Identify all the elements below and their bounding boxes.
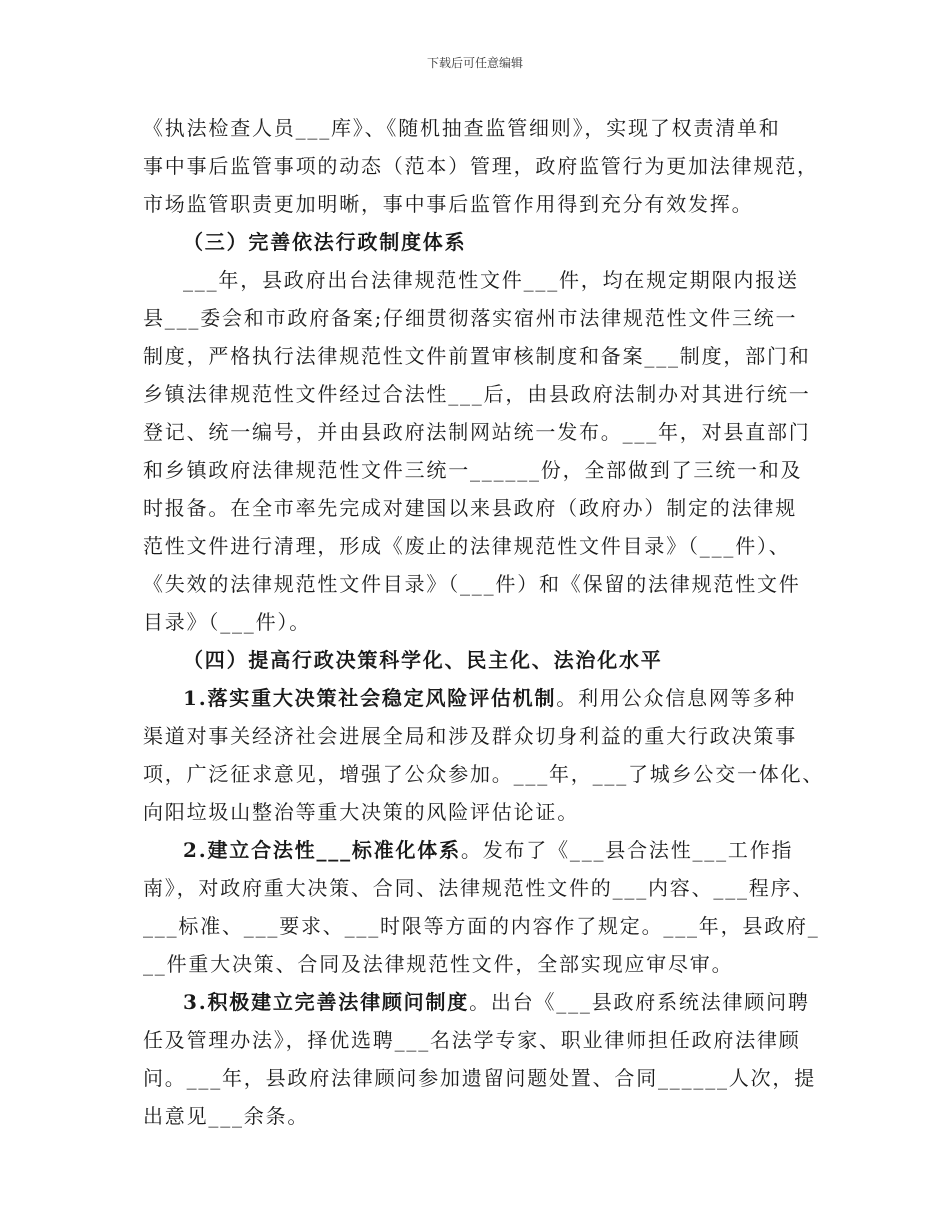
body-line: 南》，对政府重大决策、合同、法律规范性文件的___内容、___程序、 xyxy=(143,876,815,900)
item-text: 。出台《___县政府系统法律顾问聘 xyxy=(469,990,810,1014)
numbered-item xyxy=(143,983,828,1021)
item-title: 1.落实重大决策社会稳定风险评估机制 xyxy=(183,686,557,710)
numbered-item xyxy=(143,679,828,717)
page-header-note: 下载后可任意编辑 xyxy=(426,56,523,70)
body-line: ___标准、___要求、___时限等方面的内容作了规定。___年，县政府_ xyxy=(143,914,820,938)
body-line: 和乡镇政府法律规范性文件三统一______份，全部做到了三统一和及 xyxy=(143,458,803,482)
body-line: 事中事后监管事项的动态（范本）管理，政府监管行为更加法律规范， xyxy=(143,154,819,178)
body-line: 范性文件进行清理，形成《废止的法律规范性文件目录》（___件）、 xyxy=(143,534,791,558)
body-line: 《执法检查人员___库》、《随机抽查监管细则》，实现了权责清单和 xyxy=(143,116,781,140)
body-line: ___年，县政府出台法律规范性文件___件，均在规定期限内报送 xyxy=(183,268,799,292)
item-title: 2.建立合法性___标准化体系 xyxy=(183,838,461,862)
body-line: 问。___年，县政府法律顾问参加遗留问题处置、合同______人次，提 xyxy=(143,1066,816,1090)
document-body xyxy=(143,109,828,1135)
body-line: 乡镇法律规范性文件经过合法性___后，由县政府法制办对其进行统一 xyxy=(143,382,811,406)
body-line: 渠道对事关经济社会进展全局和涉及群众切身利益的重大行政决策事 xyxy=(143,724,797,748)
item-title: 3.积极建立完善法律顾问制度 xyxy=(183,990,470,1014)
item-text: 。发布了《___县合法性___工作指 xyxy=(460,838,794,862)
numbered-item xyxy=(143,831,828,869)
body-line: 任及管理办法》，择优选聘___名法学专家、职业律师担任政府法律顾 xyxy=(143,1028,801,1052)
section-heading: （四）提高行政决策科学化、民主化、法治化水平 xyxy=(183,648,663,672)
body-line: 登记、统一编号，并由县政府法制网站统一发布。___年，对县直部门 xyxy=(143,420,811,444)
body-line: 目录》（___件）。 xyxy=(143,610,311,634)
body-line: 制度，严格执行法律规范性文件前置审核制度和备案___制度，部门和 xyxy=(143,344,811,368)
body-line: 向阳垃圾山整治等重大决策的风险评估论证。 xyxy=(143,800,579,824)
item-text: 。利用公众信息网等多种 xyxy=(556,686,797,710)
body-line: 《失效的法律规范性文件目录》（___件）和《保留的法律规范性文件 xyxy=(143,572,801,596)
body-line: 县___委会和市政府备案;仔细贯彻落实宿州市法律规范性文件三统一 xyxy=(143,306,798,330)
section-heading: （三）完善依法行政制度体系 xyxy=(183,230,467,254)
body-line: 时报备。在全市率先完成对建国以来县政府（政府办）制定的法律规 xyxy=(143,496,797,520)
body-line: 出意见___余条。 xyxy=(143,1104,310,1128)
body-line: __件重大决策、合同及法律规范性文件，全部实现应审尽审。 xyxy=(143,952,734,976)
body-line: 项，广泛征求意见，增强了公众参加。___年，___了城乡公交一体化、 xyxy=(143,762,825,786)
body-line: 市场监管职责更加明晰，事中事后监管作用得到充分有效发挥。 xyxy=(143,192,754,216)
